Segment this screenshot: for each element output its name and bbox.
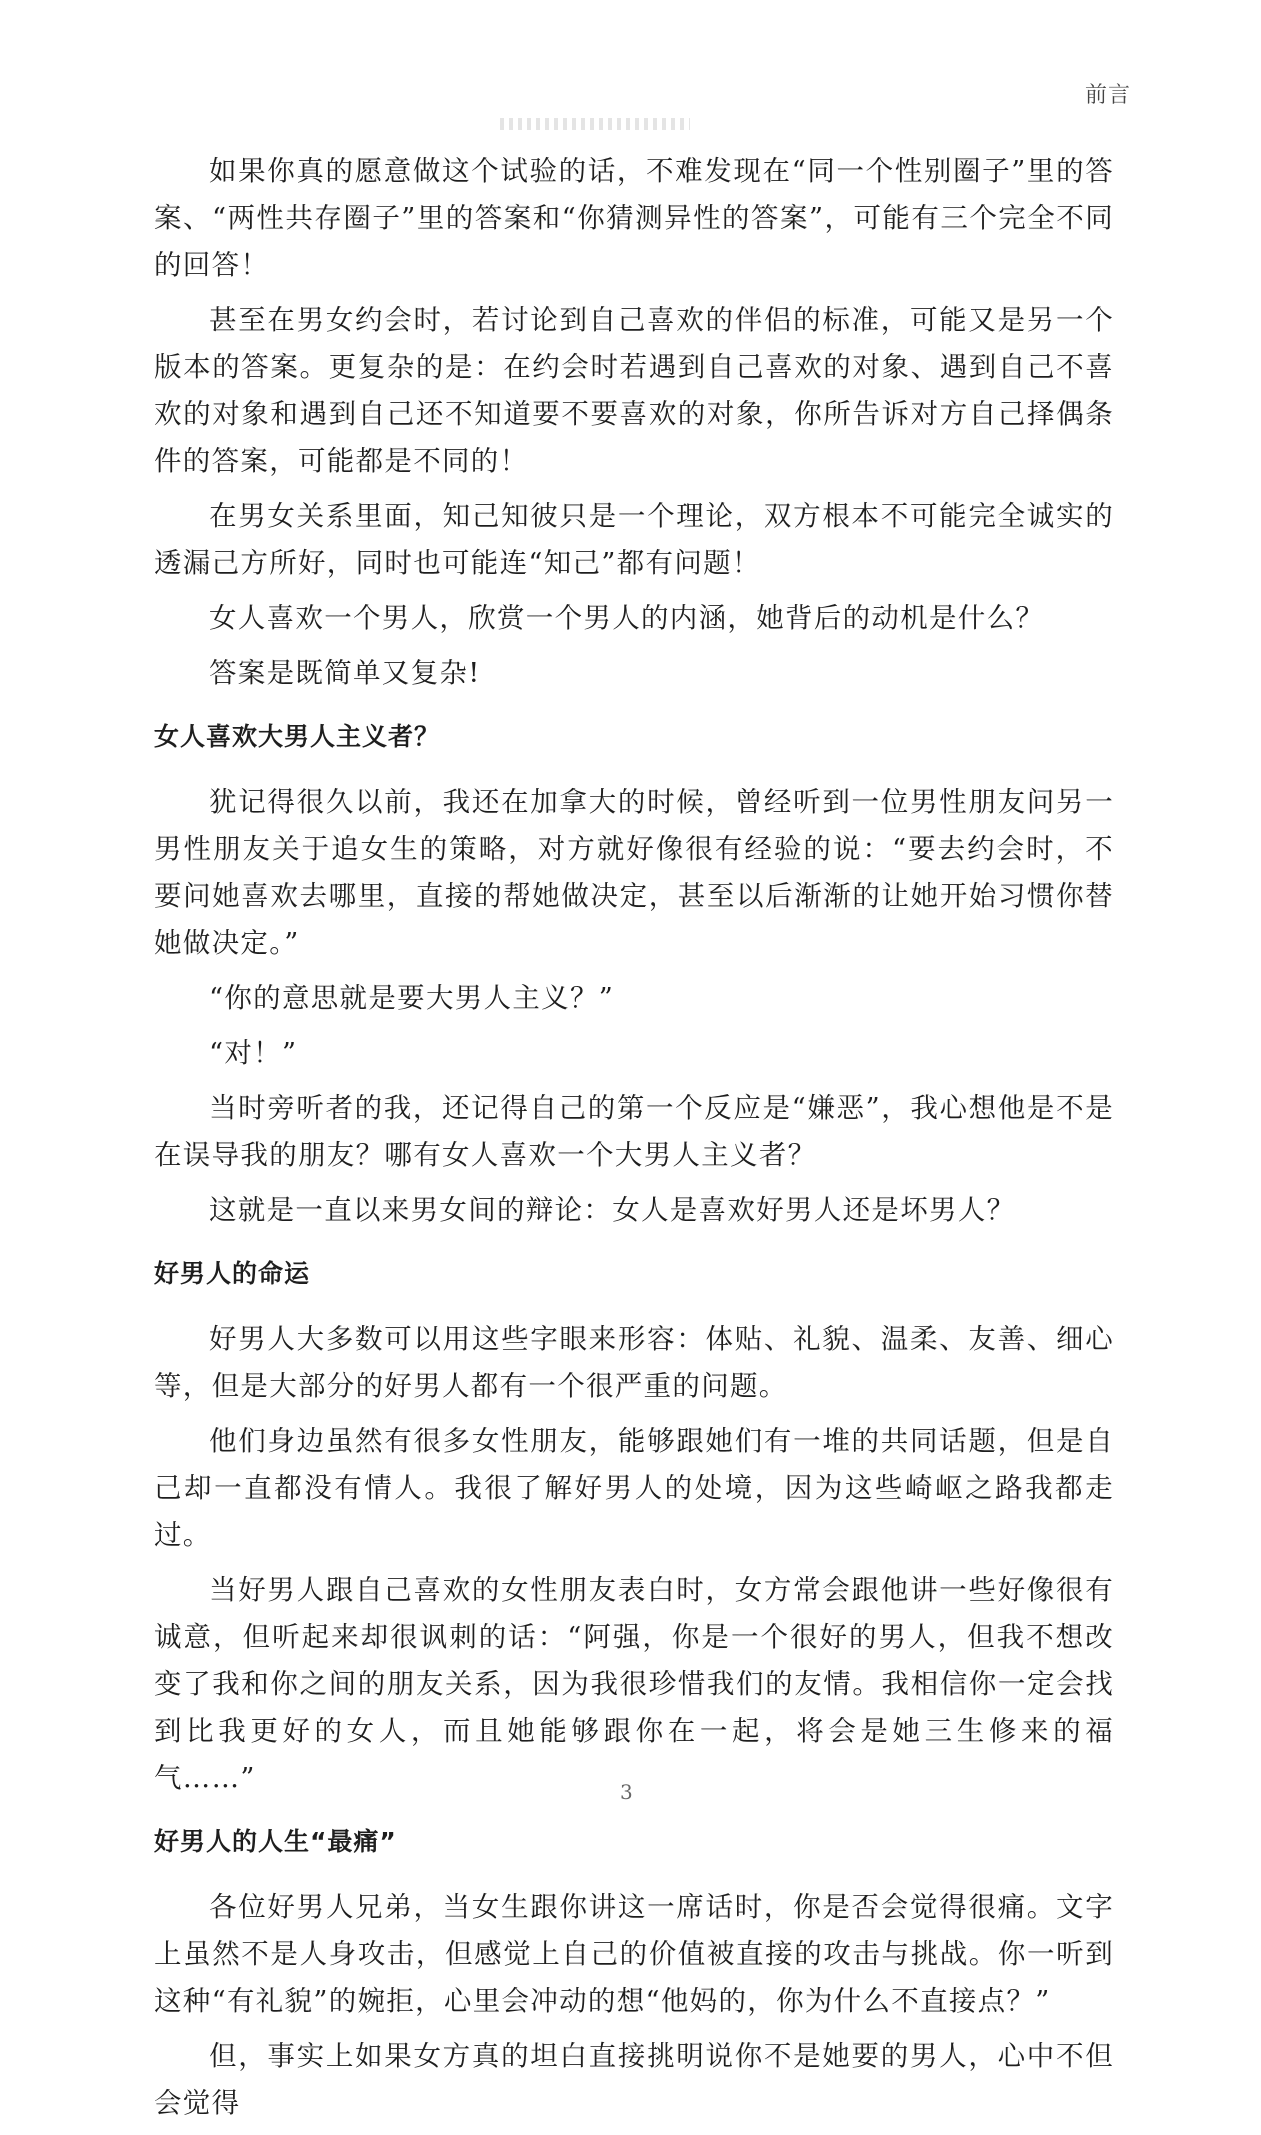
section-heading: 女人喜欢大男人主义者？ [154,722,441,751]
scan-smudge [500,118,690,130]
paragraph: 在男女关系里面，知己知彼只是一个理论，双方根本不可能完全诚实的透漏己方所好，同时也可能连“知己”都有问题！ [154,500,1114,579]
paragraph: 女人喜欢一个男人，欣赏一个男人的内涵，她背后的动机是什么？ [209,602,1045,634]
running-header: 前言 [1084,83,1131,108]
paragraph: “你的意思就是要大男人主义？” [209,982,615,1014]
section-heading: 好男人的人生“最痛” [154,1827,397,1856]
paragraph: 他们身边虽然有很多女性朋友，能够跟她们有一堆的共同话题，但是自己却一直都没有情人。我很了解好男人的处境，因为这些崎岖之路我都走过。 [154,1425,1114,1551]
paragraph: 好男人大多数可以用这些字眼来形容：体贴、礼貌、温柔、友善、细心等，但是大部分的好男人都有一个很严重的问题。 [154,1323,1114,1402]
body-text [154,148,1114,2135]
page-number: 3 [620,1780,633,1804]
paragraph: 这就是一直以来男女间的辩论：女人是喜欢好男人还是坏男人？ [209,1194,1016,1226]
paragraph: 各位好男人兄弟，当女生跟你讲这一席话时，你是否会觉得很痛。文字上虽然不是人身攻击，但感觉上自己的价值被直接的攻击与挑战。你一听到这种“有礼貌”的婉拒，心里会冲动的想“他妈的，你为什么不直接点？” [154,1891,1114,2017]
paragraph: 答案是既简单又复杂! [209,657,481,689]
paragraph: “对！” [209,1037,298,1069]
paragraph: 当好男人跟自己喜欢的女性朋友表白时，女方常会跟他讲一些好像很有诚意，但听起来却很讽刺的话：“阿强，你是一个很好的男人，但我不想改变了我和你之间的朋友关系，因为我很珍惜我们的友情。我相信你一定会找到比我更好的女人，而且她能够跟你在一起，将会是她三生修来的福气……” [154,1574,1114,1794]
paragraph: 当时旁听者的我，还记得自己的第一个反应是“嫌恶”，我心想他是不是在误导我的朋友？哪有女人喜欢一个大男人主义者？ [154,1092,1114,1171]
section-heading: 好男人的命运 [154,1259,311,1288]
paragraph: 甚至在男女约会时，若讨论到自己喜欢的伴侣的标准，可能又是另一个版本的答案。更复杂的是：在约会时若遇到自己喜欢的对象、遇到自己不喜欢的对象和遇到自己还不知道要不要喜欢的对象，你所告诉对方自己择偶条件的答案，可能都是不同的！ [154,304,1114,477]
paragraph: 犹记得很久以前，我还在加拿大的时候，曾经听到一位男性朋友问另一男性朋友关于追女生的策略，对方就好像很有经验的说：“要去约会时，不要问她喜欢去哪里，直接的帮她做决定，甚至以后渐渐的让她开始习惯你替她做决定。” [154,786,1114,959]
paragraph: 如果你真的愿意做这个试验的话，不难发现在“同一个性别圈子”里的答案、“两性共存圈子”里的答案和“你猜测异性的答案”，可能有三个完全不同的回答！ [154,155,1114,281]
paragraph: 但，事实上如果女方真的坦白直接挑明说你不是她要的男人，心中不但会觉得 [154,2040,1114,2119]
